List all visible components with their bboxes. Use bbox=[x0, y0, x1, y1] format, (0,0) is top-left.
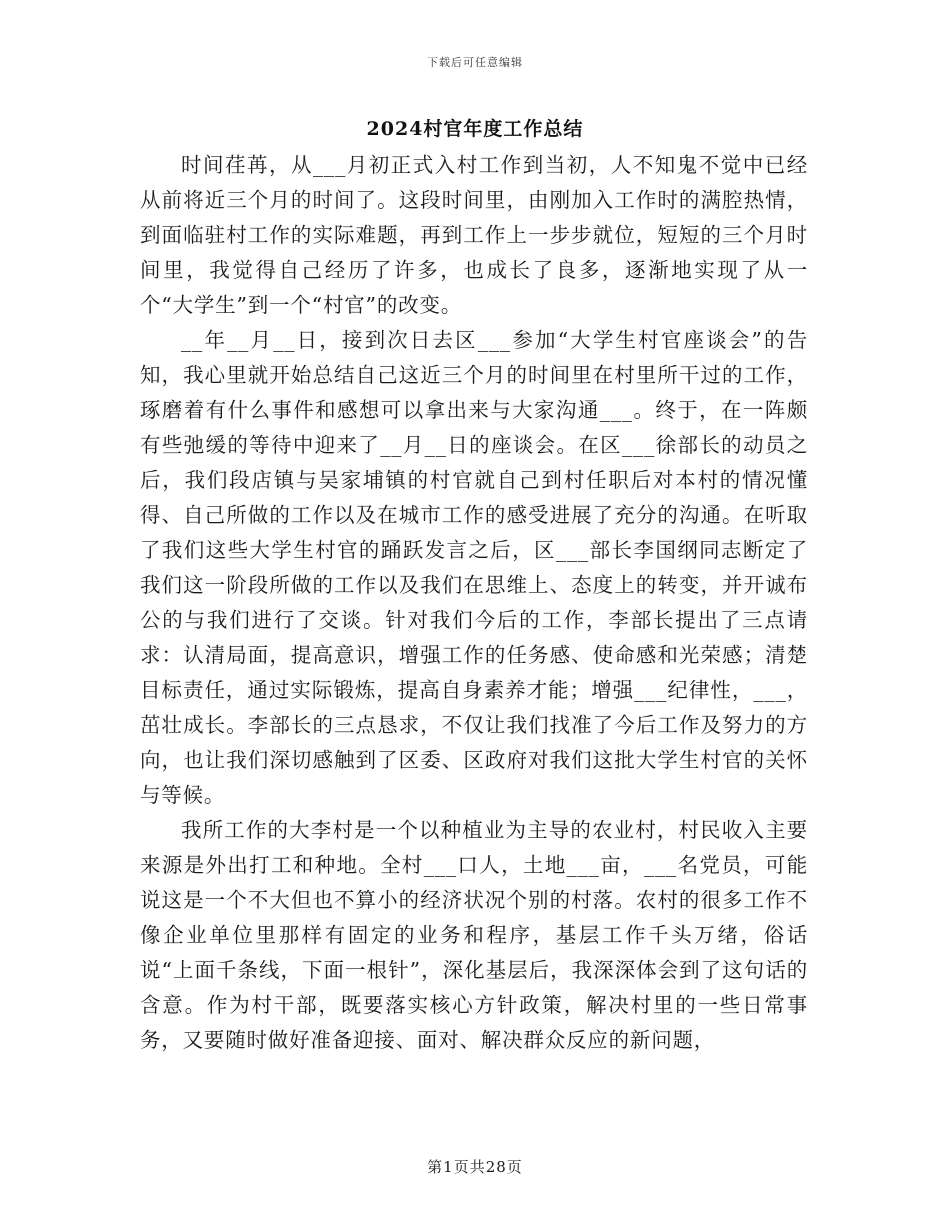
paragraph-3: 我所工作的大李村是一个以种植业为主导的农业村，村民收入主要来源是外出打工和种地。全村___口人，土地___亩，___名党员，可能说这是一个不大但也不算小的经济状况个别的村落。农村的很多工作不像企业单位里那样有固定的业务和程序，基层工作千头万绪，俗话说“上面千条线，下面一根针”，深化基层后，我深深体会到了这句话的含意。作为村干部，既要落实核心方针政策，解决村里的一些日常事务，又要随时做好准备迎接、面对、解决群众反应的新问题， bbox=[140, 818, 808, 1052]
paragraph-1: 时间荏苒，从___月初正式入村工作到当初，人不知鬼不觉中已经从前将近三个月的时间了。这段时间里，由刚加入工作时的满腔热情，到面临驻村工作的实际难题，再到工作上一步步就位，短短的三个月时间里，我觉得自己经历了许多，也成长了良多，逐渐地实现了从一个“大学生”到一个“村官”的改变。 bbox=[140, 153, 808, 317]
document-body bbox=[140, 148, 808, 1058]
page-number-footer: 第1页共28页 bbox=[427, 1158, 523, 1176]
header-note: 下载后可任意编辑 bbox=[427, 56, 523, 69]
paragraph-2: __年__月__日，接到次日去区___参加“大学生村官座谈会”的告知，我心里就开始总结自己这近三个月的时间里在村里所干过的工作，琢磨着有什么事件和感想可以拿出来与大家沟通___。终于，在一阵颇有些弛缓的等待中迎来了__月__日的座谈会。在区___徐部长的动员之后，我们段店镇与吴家埔镇的村官就自己到村任职后对本村的情况懂得、自己所做的工作以及在城市工作的感受进展了充分的沟通。在听取了我们这些大学生村官的踊跃发言之后，区___部长李国纲同志断定了我们这一阶段所做的工作以及我们在思维上、态度上的转变，并开诚布公的与我们进行了交谈。针对我们今后的工作，李部长提出了三点请求：认清局面，提高意识，增强工作的任务感、使命感和光荣感；清楚目标责任，通过实际锻炼，提高自身素养才能；增强___纪律性，___，茁壮成长。李部长的三点恳求，不仅让我们找准了今后工作及努力的方向，也让我们深切感触到了区委、区政府对我们这批大学生村官的关怀与等候。 bbox=[140, 328, 808, 807]
document-title: 2024村官年度工作总结 bbox=[366, 118, 584, 140]
